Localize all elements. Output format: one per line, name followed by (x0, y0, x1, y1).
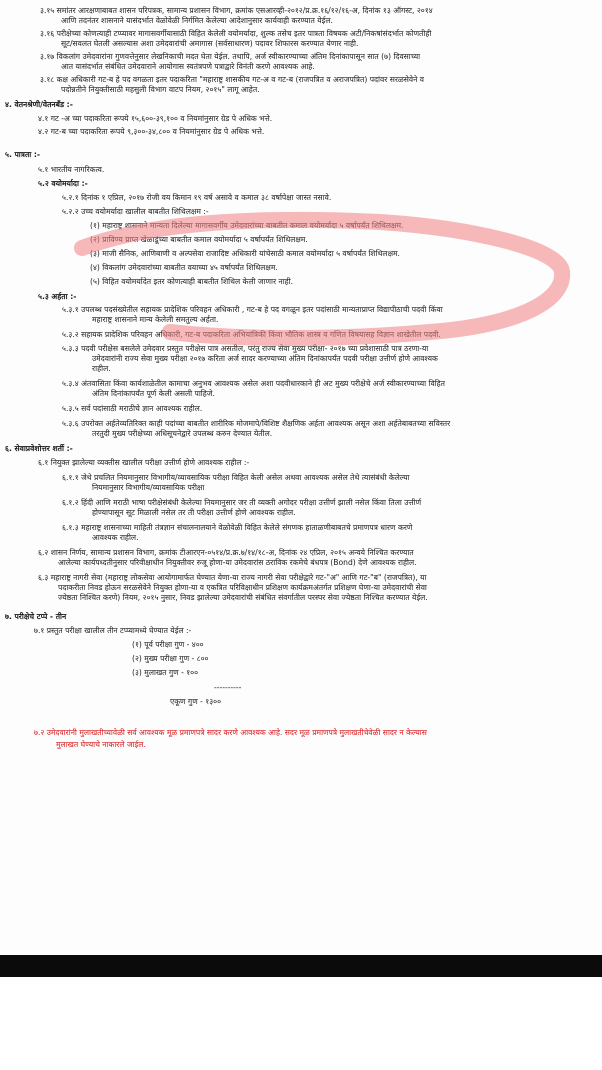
text-line: ३.१५ समांतर आरक्षणाबाबत शासन परिपत्रक, सामान्य प्रशासन विभाग, क्रमांक एसआरव्ही-२०१२/प्र.क्र.१६/१२/१६-अ, दिनांक १३ ऑगस्ट, २०१४ (40, 6, 433, 15)
text-line: ३.१७ विकलांग उमेदवारांना गुणवत्तेनुसार लेखनिकाची मदत घेता येईल. तथापि, अर्ज स्वीकारण्याच्या अंतिम दिनांकापासून सात (७) दिवसाच्या (40, 52, 421, 61)
text-line: ५.३.३ पदवी परीक्षेस बसलेले उमेदवार प्रस्तुत परीक्षेस पात्र असतील, परंतु राज्य सेवा मुख्य परीक्षा- २०१७ च्या प्रवेशासाठी पात्र ठरणा-या (62, 344, 429, 353)
text-line: आत यासंदर्भात संबंधित उमेदवाराने आयोगास स्वतंत्रपणे पत्राद्वारे विनंती करणे आवश्यक आहे. (61, 62, 315, 71)
text-line: ५.२.२ उच्च वयोमर्यादा खालील बाबतीत शिथिलक्षम :- (62, 207, 209, 216)
text-line: ७. परीक्षेचे टप्पे - तीन (5, 612, 67, 621)
text-line: ६.३ महाराष्ट्र नागरी सेवा (महाराष्ट्र लोकसेवा आयोगामार्फत घेण्यात येणा-या राज्य नागरी सेवा परीक्षेद्वारे गट-"अ" आणि गट-"ब" (राजपत्रित), या (38, 573, 427, 582)
text-line: (५) विहित वयोमर्यादेत इतर कोणत्याही बाबतीत शिथिल केली जाणार नाही. (90, 277, 294, 286)
text-line: ५.३.४ अंतवासिता किंवा कार्यशाळेतील कामाचा अनुभव आवश्यक असेल अशा पदवीधारकाने ही अट मुख्य परीक्षेचे अर्ज स्वीकारण्याच्या विहित (62, 379, 445, 388)
text-line: (३) माजी सैनिक, आणिबाणी व अल्पसेवा राजादिष्ट अधिकारी यांचेसाठी कमाल वयोमर्यादा ५ वर्षापर्यंत शिथिलक्षम. (90, 249, 400, 258)
text-line: ३.१६ परीक्षेच्या कोणत्याही टप्प्यावर मागासवर्गीयासाठी विहित केलेली वयोमर्यादा, शुल्क तसेच इतर पात्रता विषयक अटी/निकषांसंदर्भात कोणतीही (40, 29, 432, 38)
text-line: नियमानुसार विभागीय/व्यावसायिक परीक्षा (92, 483, 205, 492)
blank-area (0, 977, 602, 1070)
text-line: (३) मुलाखत गुण - १०० (132, 668, 199, 677)
text-line: सूट/सवलत घेतली असल्यास अशा उमेदवारांची अमागास (सर्वसाधारण) पदावर शिफारस करण्यात येणार नाही. (61, 39, 359, 48)
text-line: ५.३.६ उपरोक्त अर्हतेव्यतिरिक्त काही पदांच्या बाबतीत शारीरिक मोजमापे/विशिष्ट शैक्षणिक अर्हता आवश्यक असून अशा अर्हतेबाबतच्या सविस्तर (62, 419, 451, 428)
text-line: ५.३.५ सर्व पदांसाठी मराठीचे ज्ञान आवश्यक राहील. (62, 404, 203, 413)
text-line: (२) मुख्य परीक्षा गुण - ८०० (132, 654, 209, 663)
text-line: ४.२ गट-ब च्या पदाकरिता रूपये ९,३००-३४,८०० व नियमांनुसार ग्रेड पे अधिक भत्ते. (38, 127, 265, 136)
text-line: ६.१.३ महाराष्ट्र शासनाच्या माहिती तंत्रज्ञान संचालनालयाने वेळोवेळी विहित केलेले संगणक हाताळणीबाबतचे प्रमाणपत्र धारण करणे (62, 523, 413, 532)
text-line: मुलाखत घेण्याचे नाकारले जाईल. (56, 740, 146, 749)
text-line: ५. पात्रता :- (5, 150, 41, 159)
text-line: उमेदवारांनी राज्य सेवा मुख्य परीक्षा २०१७ करिता अर्ज सादर करण्याच्या अंतिम दिनांकापर्यंत पदवी परीक्षा उत्तीर्ण होणे आवश्यक (92, 354, 438, 363)
text-line: ७.१ प्रस्तुत परीक्षा खालील तीन टप्प्यामध्ये घेण्यात येईल :- (34, 626, 192, 635)
text-line: ७.२ उमेदवारांनी मुलाखतीच्यावेळी सर्व आवश्यक मूळ प्रमाणपत्रे सादर करणे आवश्यक आहे. सदर मूळ प्रमाणपत्रे मुलाखतीचेवेळी सादर न केल्यास (34, 728, 427, 737)
text-line: ---------- (214, 683, 242, 692)
text-line: तरतुदी मुख्य परीक्षेच्या अधिसूचनेद्वारे उपलब्ध करुन देण्यात येतील. (92, 429, 273, 438)
text-line: ४.१ गट -अ च्या पदाकरिता रूपये १५,६००-३९,१०० व नियमांनुसार ग्रेड पे अधिक भत्ते. (38, 114, 273, 123)
text-line: राहील. (92, 364, 111, 373)
text-line: ६.१.१ जेथे प्रचलित नियमानुसार विभागीय/व्यावसायिक परीक्षा विहित केली असेल अथवा आवश्यक असेल तेथे त्यासंबंधी केलेल्या (62, 473, 410, 482)
text-line: आलेल्या कार्यपध्दतीनुसार परिवीक्षाधीन नियुक्तीवर रुजू होणा-या उमेदवारांस ठराविक रकमेचे बंधपत्र (Bond) देणे आवश्यक राहील. (58, 558, 417, 567)
text-line: ५.१ भारतीय नागरिकत्व. (38, 165, 105, 174)
text-line: एकूण गुण - १३०० (170, 697, 222, 706)
text-line: ५.२ वयोमर्यादा :- (38, 179, 88, 188)
text-line: (१) पूर्व परीक्षा गुण - ४०० (132, 640, 204, 649)
text-line: ६.१ नियुक्त झालेल्या व्यक्तीस खालील परीक्षा उत्तीर्ण होणे आवश्यक राहील :- (38, 458, 250, 467)
text-line: महाराष्ट्र शासनाने मान्य केलेली समतुल्य अर्हता. (92, 315, 219, 324)
screen-bottom-bar (0, 955, 602, 977)
text-line: (४) विकलांग उमेदवारांच्या बाबतीत वयाच्या ४५ वर्षापर्यंत शिथिलक्षम. (90, 263, 278, 272)
text-line: (२) प्राविण्य प्राप्त खेळाडूंच्या बाबतीत कमाल वयोमर्यादा ५ वर्षापर्यंत शिथिलक्षम. (90, 235, 308, 244)
text-line: होण्यापासून सूट मिळाली नसेल तर ती परीक्षा उत्तीर्ण होणे आवश्यक राहील. (92, 508, 296, 517)
text-line: ५.३ अर्हता :- (38, 292, 77, 301)
text-line: ६.१.२ हिंदी आणि मराठी भाषा परीक्षेसंबंधी केलेल्या नियमानुसार जर ती व्यक्ती अगोदर परीक्षा उत्तीर्ण झाली नसेल किंवा तिला उत्तीर्ण (62, 498, 422, 507)
text-line: आवश्यक राहील. (92, 533, 139, 542)
text-line: ५.२.१ दिनांक १ एप्रिल, २०१७ रोजी वय किमान १९ वर्ष असावे व कमाल ३८ वर्षापेक्षा जास्त नसावे. (62, 193, 332, 202)
text-line: पदाकरीता निवड होऊन सरळसेवेने नियुक्त होणा-या व एकत्रित परिविक्षाधीन प्रशिक्षण कार्यक्रमअंतर्गत प्रशिक्षण घेणा-या उमेदवारांची सेवा (58, 583, 427, 592)
text-line: ५.३.२ सहायक प्रादेशिक परिवहन अधिकारी, गट-ब पदाकरिता अभियांत्रिकी किंवा भौतिक शास्त्र व गणित विषयासह विज्ञान शाखेतील पदवी. (62, 330, 441, 339)
text-line: ५.३.१ उपलब्ध पदसंख्येतील सहायक प्रादेशिक परिवहन अधिकारी , गट-ब हे पद वगळून इतर पदांसाठी मान्यताप्राप्त विद्यापीठाची पदवी किंवा (62, 305, 443, 314)
text-line: (१) महाराष्ट्र शासनाने मान्यता दिलेल्या मागासवर्गीय उमेदवारांच्या बाबतीत कमाल वयोमर्यादा ५ वर्षापर्यंत शिथिलक्षम. (90, 221, 404, 230)
text-line: ४. वेतनश्रेणी/वेतनबँड :- (5, 100, 73, 109)
text-line: आणि तदनंतर शासनाने यासंदर्भात वेळोवेळी निर्गमित केलेल्या आदेशानुसार कार्यवाही करण्यात येईल. (61, 16, 333, 25)
text-line: अंतिम दिनांकापर्यंत पूर्ण केली असली पाहिजे. (92, 389, 215, 398)
text-line: ६. सेवाप्रवेशोत्तर शर्ती :- (5, 444, 73, 453)
text-line: ६.२ शासन निर्णय, सामान्य प्रशासन विभाग, क्रमांक टीआरएन-०५१४/प्र.क्र.७/१४/१८-अ, दिनांक २४ एप्रिल, २०१५ अन्वये निश्चित करण्यात (38, 548, 414, 557)
text-line: ज्येष्ठता निश्चित करणे) नियम, २०१५ नुसार, निवड झालेल्या उमेदवारांची संबंधित संवर्गातील परस्पर सेवा ज्येष्ठता निश्चित करण्यात येईल. (58, 593, 428, 602)
text-line: पदोन्नतीने नियुक्तीसाठी महसुली विभाग वाटप नियम, २०१५" लागू आहेत. (61, 85, 260, 94)
text-line: ३.१८ कक्ष अधिकारी गट-ब हे पद वगळता इतर पदाकरिता "महाराष्ट्र शासकीय गट-अ व गट-ब (राजपत्रित व अराजपत्रित) पदांवर सरळसेवेने व (40, 75, 424, 84)
